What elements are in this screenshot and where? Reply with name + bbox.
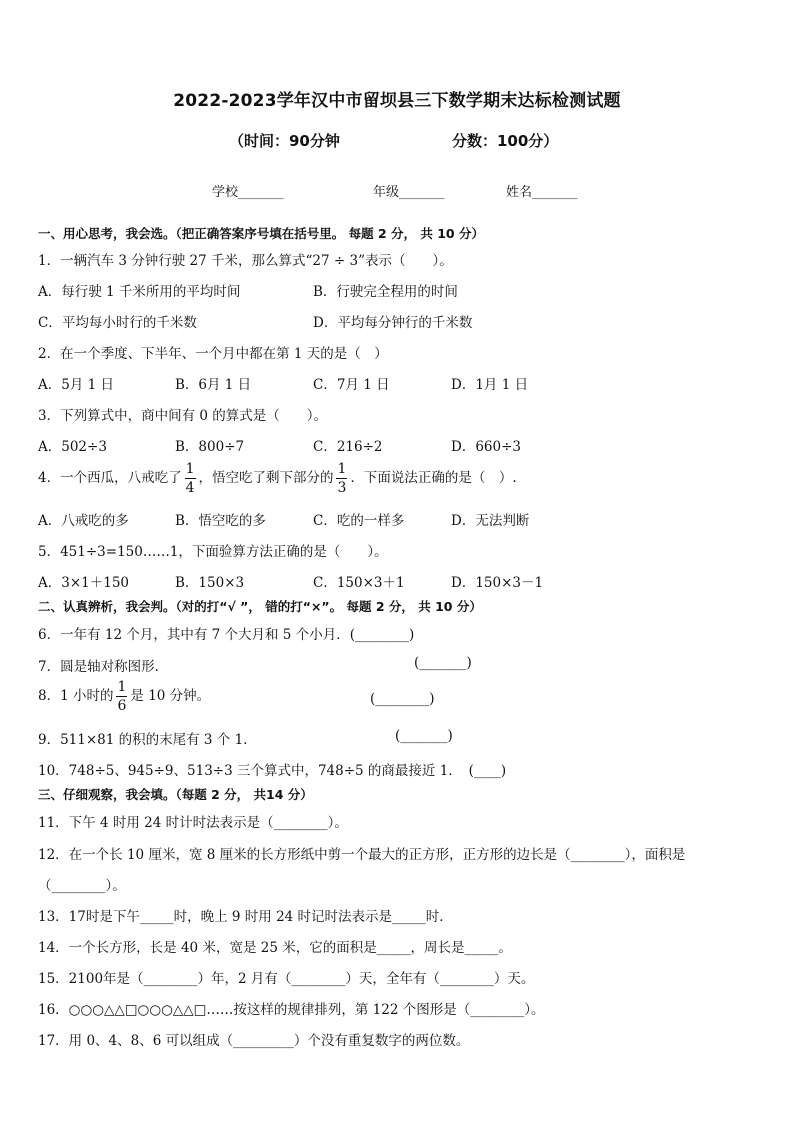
q4-option-d: D．无法判断 xyxy=(451,513,530,529)
fraction-bar xyxy=(336,478,347,479)
q1-option-a: A．每行驶 1 千米所用的平均时间 xyxy=(38,284,241,300)
q4-text-a: 4．一个西瓜，八戒吃了 xyxy=(38,470,182,486)
question-12-line-2: （________）。 xyxy=(38,878,126,894)
q8-frac-denominator: 6 xyxy=(117,698,127,714)
grade-field[interactable]: 年级_______ xyxy=(373,185,445,200)
q4-text-c: ．下面说法正确的是（ ）. xyxy=(350,470,517,486)
fraction-bar xyxy=(185,478,196,479)
score-info: 分数：100分） xyxy=(452,132,559,150)
q8-text-a: 8．1 小时的 xyxy=(38,688,114,704)
q2-option-a: A．5月 1 日 xyxy=(38,377,115,393)
q4-frac2-denominator: 3 xyxy=(337,480,347,496)
question-3: 3．下列算式中，商中间有 0 的算式是（ ）。 xyxy=(38,408,328,424)
question-1: 1．一辆汽车 3 分钟行驶 27 千米，那么算式“27 ÷ 3”表示（ ）。 xyxy=(38,253,453,269)
q4-frac1-numerator: 1 xyxy=(185,461,195,477)
page-title: 2022-2023学年汉中市留坝县三下数学期末达标检测试题 xyxy=(173,91,621,111)
section-2-heading: 二、认真辨析，我会判。（对的打“√ ”， 错的打“×”。 每题 2 分， 共 10 分） xyxy=(38,599,482,614)
question-15: 15．2100年是（________）年，2 月有（________）天，全年有（________）天。 xyxy=(38,971,535,987)
question-7: 7．圆是轴对称图形． xyxy=(38,659,169,675)
q4-option-c: C．吃的一样多 xyxy=(313,513,405,529)
q5-option-a: A．3×1＋150 xyxy=(38,575,130,591)
q2-option-d: D．1月 1 日 xyxy=(451,377,529,393)
question-17: 17．用 0、4、8、6 可以组成（_________）个没有重复数字的两位数。 xyxy=(38,1033,470,1049)
q2-option-b: B．6月 1 日 xyxy=(175,377,252,393)
q8-answer-blank[interactable]: (________) xyxy=(370,691,435,707)
q8-frac-numerator: 1 xyxy=(117,679,127,695)
q9-answer-blank[interactable]: (_______) xyxy=(395,728,453,744)
question-8 xyxy=(38,680,210,713)
q5-option-c: C．150×3＋1 xyxy=(313,575,405,591)
q8-fraction xyxy=(115,680,128,713)
question-14: 14．一个长方形，长是 40 米，宽是 25 米，它的面积是_____，周长是_____。 xyxy=(38,940,512,956)
q1-option-c: C．平均每小时行的千米数 xyxy=(38,315,197,331)
q5-option-b: B．150×3 xyxy=(175,575,245,591)
q1-option-d: D．平均每分钟行的千米数 xyxy=(313,315,473,331)
question-2: 2．在一个季度、下半年、一个月中都在第 1 天的是（ ） xyxy=(38,346,388,362)
q4-fraction-1 xyxy=(184,462,197,495)
school-field[interactable]: 学校_______ xyxy=(212,185,284,200)
question-4 xyxy=(38,462,517,495)
q3-option-c: C．216÷2 xyxy=(313,439,383,455)
time-info: （时间：90分钟 xyxy=(229,132,340,150)
question-13: 13．17时是下午_____时，晚上 9 时用 24 时记时法表示是_____时． xyxy=(38,909,453,925)
section-1-heading: 一、用心思考，我会选。（把正确答案序号填在括号里。 每题 2 分， 共 10 分） xyxy=(38,226,484,241)
q5-option-d: D．150×3－1 xyxy=(451,575,544,591)
question-16: 16．○○○△△□○○○△△□……按这样的规律排列，第 122 个图形是（________）。 xyxy=(38,1002,545,1018)
q4-option-a: A．八戒吃的多 xyxy=(38,513,129,529)
question-10: 10．748÷5、945÷9、513÷3 三个算式中，748÷5 的商最接近 1． (____) xyxy=(38,763,507,779)
q3-option-b: B．800÷7 xyxy=(175,439,245,455)
question-12-line-1: 12．在一个长 10 厘米，宽 8 厘米的长方形纸中剪一个最大的正方形，正方形的边长是（________），面积是 xyxy=(38,847,686,863)
question-6: 6．一年有 12 个月，其中有 7 个大月和 5 个小月．(________) xyxy=(38,627,415,643)
name-field[interactable]: 姓名_______ xyxy=(506,185,578,200)
question-5: 5．451÷3=150……1，下面验算方法正确的是（ ）。 xyxy=(38,544,388,560)
q4-frac1-denominator: 4 xyxy=(185,480,195,496)
q3-option-a: A．502÷3 xyxy=(38,439,107,455)
fraction-bar xyxy=(116,696,127,697)
q4-frac2-numerator: 1 xyxy=(337,461,347,477)
q8-text-b: 是 10 分钟。 xyxy=(130,688,211,704)
q4-text-b: ，悟空吃了剩下部分的 xyxy=(198,470,334,486)
question-11: 11．下午 4 时用 24 时计时法表示是（________）。 xyxy=(38,815,348,831)
section-3-heading: 三、仔细观察，我会填。（每题 2 分， 共14 分） xyxy=(38,787,313,802)
q7-answer-blank[interactable]: (_______) xyxy=(414,655,472,671)
question-9: 9．511×81 的积的末尾有 3 个 1． xyxy=(38,732,257,748)
q4-fraction-2 xyxy=(336,462,349,495)
q2-option-c: C．7月 1 日 xyxy=(313,377,390,393)
q4-option-b: B．悟空吃的多 xyxy=(175,513,266,529)
q1-option-b: B．行驶完全程用的时间 xyxy=(313,284,458,300)
q3-option-d: D．660÷3 xyxy=(451,439,521,455)
